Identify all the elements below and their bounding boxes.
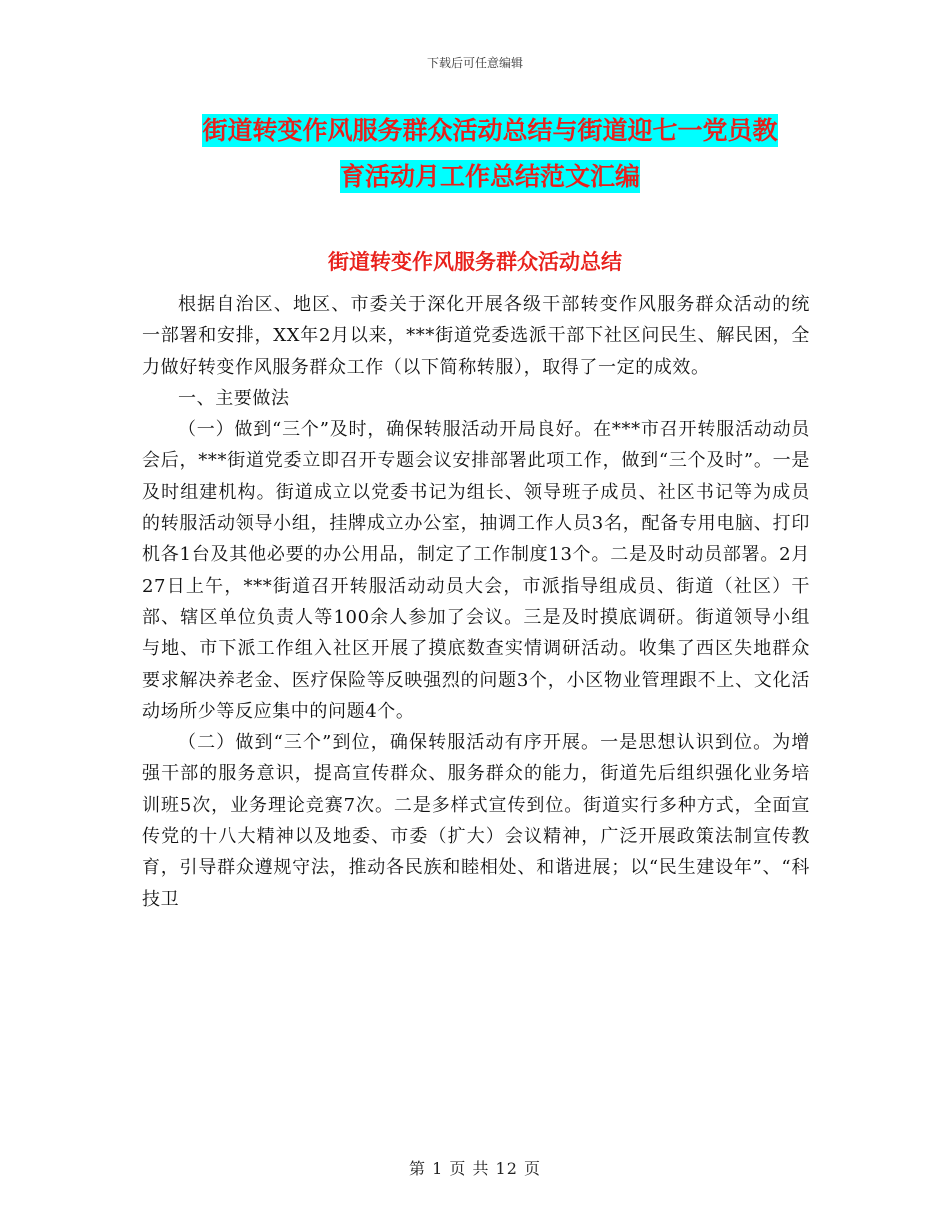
paragraph-point-two: （二）做到“三个”到位，确保转服活动有序开展。一是思想认识到位。为增强干部的服务意识，提高宣传群众、服务群众的能力，街道先后组织强化业务培训班5次，业务理论竞赛7次。二是多样式宣传到位。街道实行多种方式，全面宣传党的十八大精神以及地委、市委（扩大）会议精神，广泛开展政策法制宣传教育，引导群众遵规守法，推动各民族和睦相处、和谐进展；以“民生建设年”、“科技卫 xyxy=(142,732,810,910)
document-body xyxy=(142,289,810,915)
page-number-footer: 第 1 页 共 12 页 xyxy=(409,1159,541,1178)
document-title-line-1: 街道转变作风服务群众活动总结与街道迎七一党员教 xyxy=(202,116,778,145)
paragraph-heading-main-practices: 一、主要做法 xyxy=(178,387,290,409)
document-title-line-2: 育活动月工作总结范文汇编 xyxy=(339,162,640,191)
paragraph-intro: 根据自治区、地区、市委关于深化开展各级干部转变作风服务群众活动的统一部署和安排，XX年2月以来，***街道党委选派干部下社区问民生、解民困，全力做好转变作风服务群众工作（以下简称转服），取得了一定的成效。 xyxy=(142,294,810,378)
document-title xyxy=(140,108,840,200)
section-title: 街道转变作风服务群众活动总结 xyxy=(328,249,622,274)
paragraph-point-one: （一）做到“三个”及时，确保转服活动开局良好。在***市召开转服活动动员会后，***街道党委立即召开专题会议安排部署此项工作，做到“三个及时”。一是及时组建机构。街道成立以党委书记为组长、领导班子成员、社区书记等为成员的转服活动领导小组，挂牌成立办公室，抽调工作人员3名，配备专用电脑、打印机各1台及其他必要的办公用品，制定了工作制度13个。二是及时动员部署。2月27日上午，***街道召开转服活动动员大会，市派指导组成员、街道（社区）干部、辖区单位负责人等100余人参加了会议。三是及时摸底调研。街道领导小组与地、市下派工作组入社区开展了摸底数查实情调研活动。收集了西区失地群众要求解决养老金、医疗保险等反映强烈的问题3个，小区物业管理跟不上、文化活动场所少等反应集中的问题4个。 xyxy=(142,419,810,722)
header-note: 下载后可任意编辑 xyxy=(426,56,523,70)
